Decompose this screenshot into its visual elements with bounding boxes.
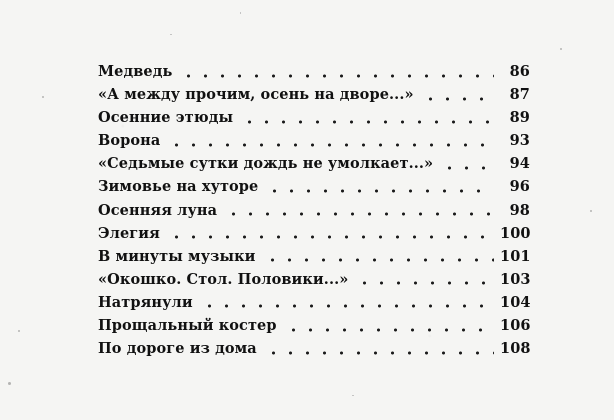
toc-entry-page: 100 xyxy=(500,224,531,242)
toc-entry[interactable] xyxy=(98,268,530,291)
toc-dot-leader xyxy=(422,88,494,102)
toc-entry-page: 94 xyxy=(509,155,530,173)
table-of-contents xyxy=(98,60,530,360)
toc-entry[interactable] xyxy=(98,337,530,360)
toc-entry[interactable] xyxy=(98,106,530,129)
toc-dot-leader xyxy=(266,180,494,194)
toc-dot-leader xyxy=(168,134,494,148)
toc-entry-title: «Окошко. Стол. Половики...» xyxy=(98,270,349,288)
paper-speck xyxy=(170,34,172,35)
toc-entry-page: 101 xyxy=(500,247,531,265)
toc-dot-leader xyxy=(201,295,494,309)
toc-dot-leader xyxy=(168,226,494,240)
toc-entry-title: Элегия xyxy=(98,224,160,242)
toc-entry[interactable] xyxy=(98,83,530,106)
toc-entry-title: Прощальный костер xyxy=(98,317,277,335)
toc-entry[interactable] xyxy=(98,222,530,245)
toc-entry-page: 93 xyxy=(509,132,530,150)
paper-speck xyxy=(352,395,354,396)
toc-dot-leader xyxy=(285,319,494,333)
toc-entry-page: 89 xyxy=(509,109,530,127)
toc-entry-title: «Седьмые сутки дождь не умолкает...» xyxy=(98,155,434,173)
toc-entry-page: 103 xyxy=(500,270,531,288)
toc-dot-leader xyxy=(441,157,494,171)
toc-entry-page: 108 xyxy=(500,340,531,358)
toc-entry-title: Натрянули xyxy=(98,293,193,311)
toc-entry-title: В минуты музыки xyxy=(98,247,256,265)
toc-entry-title: По дороге из дома xyxy=(98,340,257,358)
toc-entry-title: Осенние этюды xyxy=(98,109,234,127)
paper-speck xyxy=(560,48,562,50)
toc-entry[interactable] xyxy=(98,152,530,175)
toc-entry[interactable] xyxy=(98,199,530,222)
toc-entry-title: Ворона xyxy=(98,132,161,150)
toc-entry[interactable] xyxy=(98,245,530,268)
toc-dot-leader xyxy=(180,65,494,79)
toc-dot-leader xyxy=(241,111,494,125)
toc-entry-title: Зимовье на хуторе xyxy=(98,178,259,196)
toc-dot-leader xyxy=(225,203,494,217)
toc-entry-page: 104 xyxy=(500,293,531,311)
paper-speck xyxy=(590,210,592,212)
toc-dot-leader xyxy=(356,272,494,286)
toc-dot-leader xyxy=(265,342,494,356)
toc-entry-page: 98 xyxy=(509,201,530,219)
paper-speck xyxy=(8,382,11,385)
toc-entry-page: 96 xyxy=(509,178,530,196)
toc-entry-page: 106 xyxy=(500,317,531,335)
toc-entry-page: 87 xyxy=(509,86,530,104)
paper-speck xyxy=(240,12,241,14)
toc-entry-title: Осенняя луна xyxy=(98,201,218,219)
toc-entry[interactable] xyxy=(98,314,530,337)
toc-entry[interactable] xyxy=(98,129,530,152)
toc-entry[interactable] xyxy=(98,175,530,198)
toc-dot-leader xyxy=(264,249,494,263)
toc-entry[interactable] xyxy=(98,291,530,314)
toc-entry-title: Медведь xyxy=(98,63,173,80)
toc-entry[interactable] xyxy=(98,60,530,83)
paper-speck xyxy=(18,330,20,332)
toc-entry-title: «А между прочим, осень на дворе...» xyxy=(98,86,414,104)
paper-speck xyxy=(42,96,44,98)
toc-entry-page: 86 xyxy=(509,63,530,80)
